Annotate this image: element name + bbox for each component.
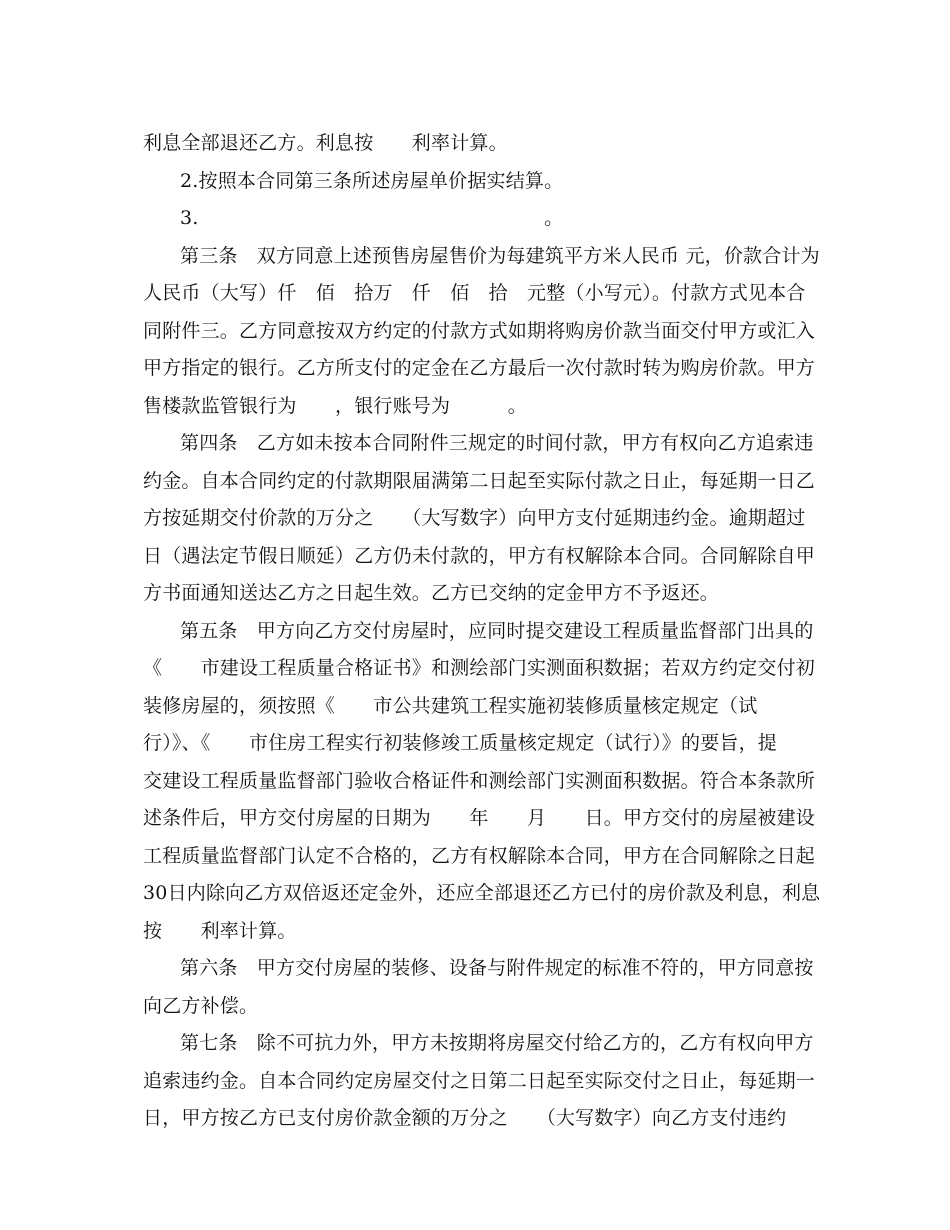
text-line: 同附件三。乙方同意按双方约定的付款方式如期将购房价款当面交付甲方或汇入 <box>143 320 816 342</box>
text-line: 《 市建设工程质量合格证书》和测绘部门实测面积数据；若双方约定交付初 <box>143 657 816 679</box>
text-line: 约金。自本合同约定的付款期限届满第二日起至实际付款之日止，每延期一日乙 <box>143 470 816 492</box>
text-line: 第三条 双方同意上述预售房屋售价为每建筑平方米人民币 元，价款合计为 <box>180 245 820 267</box>
text-line: 甲方指定的银行。乙方所支付的定金在乙方最后一次付款时转为购房价款。甲方 <box>143 357 816 379</box>
text-line: 按 利率计算。 <box>143 920 297 942</box>
text-line: 2.按照本合同第三条所述房屋单价据实结算。 <box>180 170 564 192</box>
text-line: 向乙方补偿。 <box>143 995 259 1017</box>
text-line: 30日内除向乙方双倍返还定金外，还应全部退还乙方已付的房价款及利息，利息 <box>143 882 821 904</box>
text-line: 人民币（大写）仟 佰 拾万 仟 佰 拾 元整（小写元）。付款方式见本合 <box>143 282 806 304</box>
text-line: 交建设工程质量监督部门验收合格证件和测绘部门实测面积数据。符合本条款所 <box>143 770 816 792</box>
text-line: 装修房屋的，须按照《 市公共建筑工程实施初装修质量核定规定（试 <box>143 695 758 717</box>
text-line: 3. 。 <box>180 207 564 229</box>
text-line: 日，甲方按乙方已支付房价款金额的万分之 （大写数字）向乙方支付违约 <box>143 1107 787 1129</box>
text-line: 工程质量监督部门认定不合格的，乙方有权解除本合同，甲方在合同解除之日起 <box>143 845 816 867</box>
text-line: 第四条 乙方如未按本合同附件三规定的时间付款，甲方有权向乙方追索违 <box>180 432 814 454</box>
text-line: 第七条 除不可抗力外，甲方未按期将房屋交付给乙方的，乙方有权向甲方 <box>180 1032 814 1054</box>
text-line: 利息全部退还乙方。利息按 利率计算。 <box>143 132 508 154</box>
text-line: 第五条 甲方向乙方交付房屋时，应同时提交建设工程质量监督部门出具的 <box>180 620 814 642</box>
text-line: 日（遇法定节假日顺延）乙方仍未付款的，甲方有权解除本合同。合同解除自甲 <box>143 545 816 567</box>
text-line: 追索违约金。自本合同约定房屋交付之日第二日起至实际交付之日止，每延期一 <box>143 1070 816 1092</box>
text-line: 售楼款监管银行为 ，银行账号为 。 <box>143 395 528 417</box>
text-line: 第六条 甲方交付房屋的装修、设备与附件规定的标准不符的，甲方同意按 <box>180 957 814 979</box>
text-line: 方书面通知送达乙方之日起生效。乙方已交纳的定金甲方不予返还。 <box>143 582 720 604</box>
text-line: 方按延期交付价款的万分之 （大写数字）向甲方支付延期违约金。逾期超过 <box>143 507 806 529</box>
text-line: 述条件后，甲方交付房屋的日期为 年 月 日。甲方交付的房屋被建设 <box>143 807 816 829</box>
text-line: 行）》、《 市住房工程实行初装修竣工质量核定规定（试行）》的要旨，提 <box>143 732 778 754</box>
